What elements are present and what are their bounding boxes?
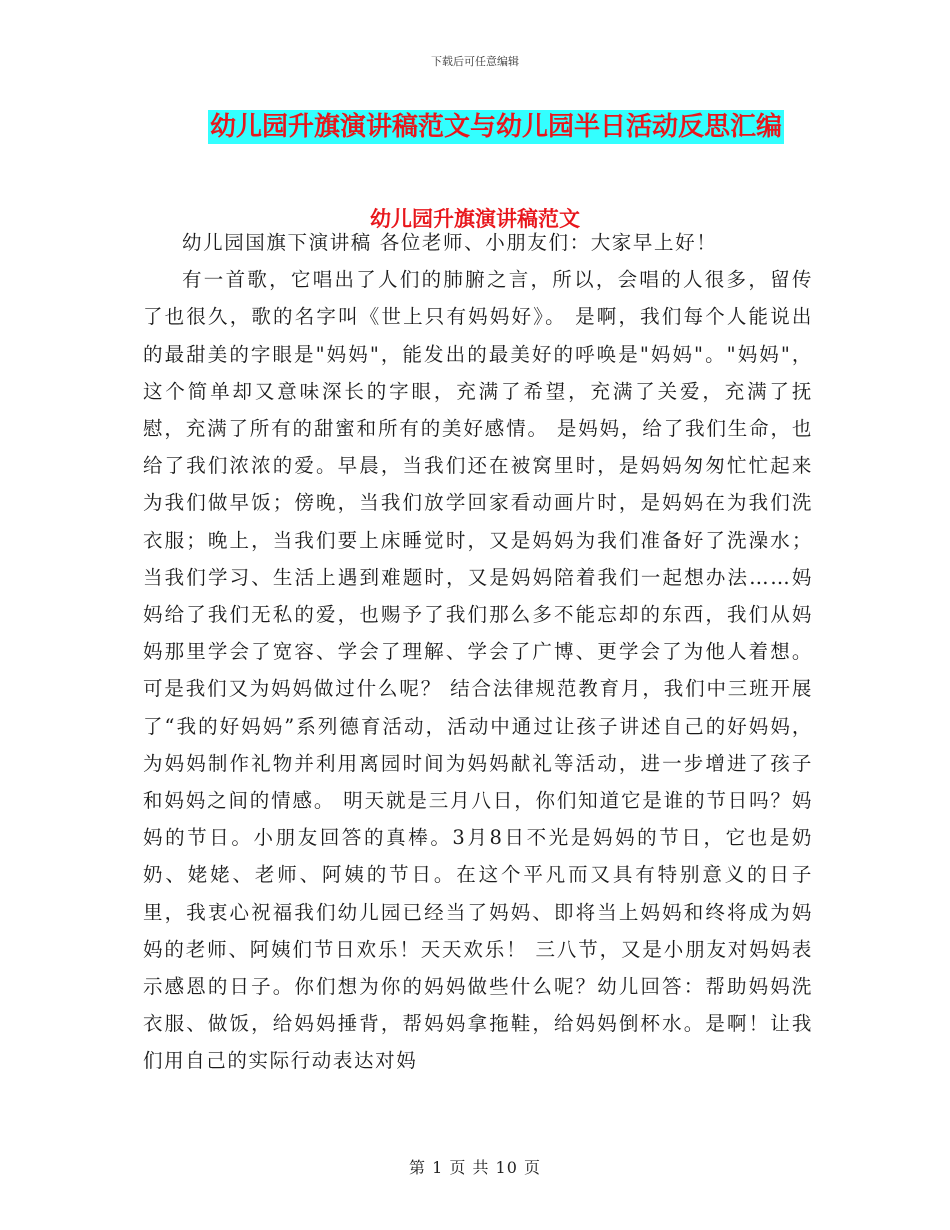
document-body: [143, 224, 813, 1080]
page-number-footer: 第 1 页 共 10 页: [409, 1158, 541, 1177]
section-title: 幼儿园升旗演讲稿范文: [370, 207, 580, 231]
page-header-note: 下载后可任意编辑: [431, 55, 519, 68]
body-paragraph-2: 有一首歌，它唱出了人们的肺腑之言，所以，会唱的人很多，留传了也很久，歌的名字叫《世上只有妈妈好》。 是啊，我们每个人能说出的最甜美的字眼是"妈妈"，能发出的最美好的呼唤是"妈妈"。"妈妈"，这个简单却又意味深长的字眼，充满了希望，充满了关爱，充满了抚慰，充满了所有的甜蜜和所有的美好感情。 是妈妈，给了我们生命，也给了我们浓浓的爱。早晨，当我们还在被窝里时，是妈妈匆匆忙忙起来为我们做早饭；傍晚，当我们放学回家看动画片时，是妈妈在为我们洗衣服；晚上，当我们要上床睡觉时，又是妈妈为我们准备好了洗澡水；当我们学习、生活上遇到难题时，又是妈妈陪着我们一起想办法……妈妈给了我们无私的爱，也赐予了我们那么多不能忘却的东西，我们从妈妈那里学会了宽容、学会了理解、学会了广博、更学会了为他人着想。可是我们又为妈妈做过什么呢？ 结合法律规范教育月，我们中三班开展了“我的好妈妈”系列德育活动，活动中通过让孩子讲述自己的好妈妈，为妈妈制作礼物并利用离园时间为妈妈献礼等活动，进一步增进了孩子和妈妈之间的情感。 明天就是三月八日，你们知道它是谁的节日吗？妈妈的节日。小朋友回答的真棒。3月8日不光是妈妈的节日，它也是奶奶、姥姥、老师、阿姨的节日。在这个平凡而又具有特别意义的日子里，我衷心祝福我们幼儿园已经当了妈妈、即将当上妈妈和终将成为妈妈的老师、阿姨们节日欢乐！天天欢乐！ 三八节，又是小朋友对妈妈表示感恩的日子。你们想为你的妈妈做些什么呢？幼儿回答：帮助妈妈洗衣服、做饭，给妈妈捶背，帮妈妈拿拖鞋，给妈妈倒杯水。是啊！让我们用自己的实际行动表达对妈: [143, 268, 813, 1073]
body-paragraph-1: 幼儿园国旗下演讲稿 各位老师、小朋友们：大家早上好！: [182, 231, 718, 254]
document-title: 幼儿园升旗演讲稿范文与幼儿园半日活动反思汇编: [210, 112, 783, 142]
